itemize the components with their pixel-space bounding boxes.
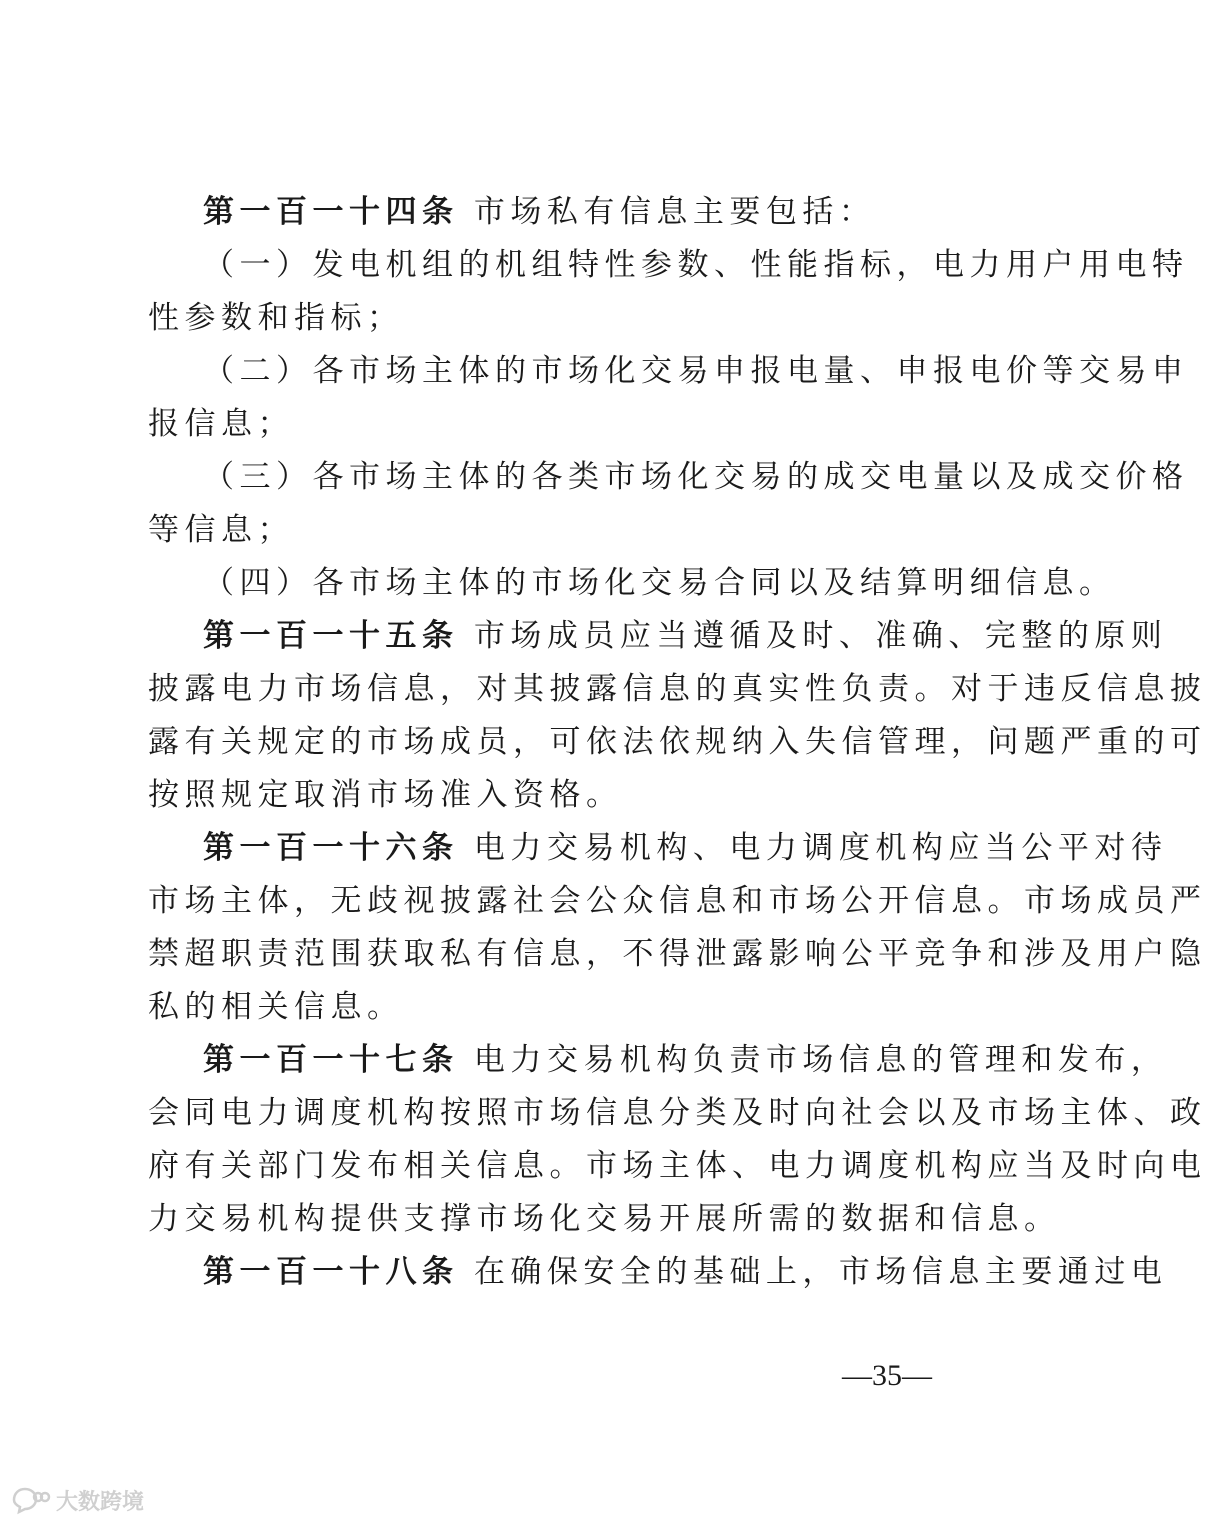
- text-line: 按照规定取消市场准入资格。: [148, 777, 623, 813]
- article-text: 市场成员应当遵循及时、准确、完整的原则: [473, 618, 1168, 654]
- article-text: 电力交易机构负责市场信息的管理和发布，: [473, 1042, 1168, 1078]
- article-117-heading: [203, 1040, 1168, 1080]
- text-line: 等信息；: [148, 512, 294, 548]
- text-line: 力交易机构提供支撑市场化交易开展所需的数据和信息。: [148, 1201, 1061, 1237]
- page-number: —35—: [842, 1359, 932, 1392]
- text-line: 府有关部门发布相关信息。市场主体、电力调度机构应当及时向电: [148, 1148, 1207, 1184]
- article-116-heading: [203, 828, 1168, 868]
- article-114-heading: [203, 192, 938, 232]
- text-line: 市场主体，无歧视披露社会公众信息和市场公开信息。市场成员严: [148, 883, 1207, 919]
- article-115-heading: [203, 616, 1168, 656]
- article-number: 第一百一十六条: [203, 830, 459, 866]
- watermark: [10, 1484, 144, 1516]
- article-number: 第一百一十四条: [203, 194, 459, 230]
- watermark-text: 大数跨境: [56, 1489, 145, 1515]
- article-text: 市场私有信息主要包括：: [473, 194, 876, 230]
- text-line: （一）发电机组的机组特性参数、性能指标，电力用户用电特: [203, 247, 1189, 283]
- text-line: （四）各市场主体的市场化交易合同以及结算明细信息。: [203, 565, 1116, 601]
- article-118-heading: [203, 1252, 1168, 1292]
- text-line: 报信息；: [148, 406, 294, 442]
- text-line: 禁超职责范围获取私有信息，不得泄露影响公平竞争和涉及用户隐: [148, 936, 1207, 972]
- text-line: 披露电力市场信息，对其披露信息的真实性负责。对于违反信息披: [148, 671, 1207, 707]
- article-text: 电力交易机构、电力调度机构应当公平对待: [473, 830, 1168, 866]
- speech-bubble-icon: [10, 1486, 50, 1514]
- text-line: 性参数和指标；: [148, 300, 404, 336]
- article-number: 第一百一十七条: [203, 1042, 459, 1078]
- article-number: 第一百一十五条: [203, 618, 459, 654]
- text-line: 会同电力调度机构按照市场信息分类及时向社会以及市场主体、政: [148, 1095, 1207, 1131]
- article-text: 在确保安全的基础上，市场信息主要通过电: [473, 1254, 1168, 1290]
- text-line: （二）各市场主体的市场化交易申报电量、申报电价等交易申: [203, 353, 1189, 389]
- article-number: 第一百一十八条: [203, 1254, 459, 1290]
- text-line: 私的相关信息。: [148, 989, 404, 1025]
- text-line: 露有关规定的市场成员，可依法依规纳入失信管理，问题严重的可: [148, 724, 1207, 760]
- text-line: （三）各市场主体的各类市场化交易的成交电量以及成交价格: [203, 459, 1189, 495]
